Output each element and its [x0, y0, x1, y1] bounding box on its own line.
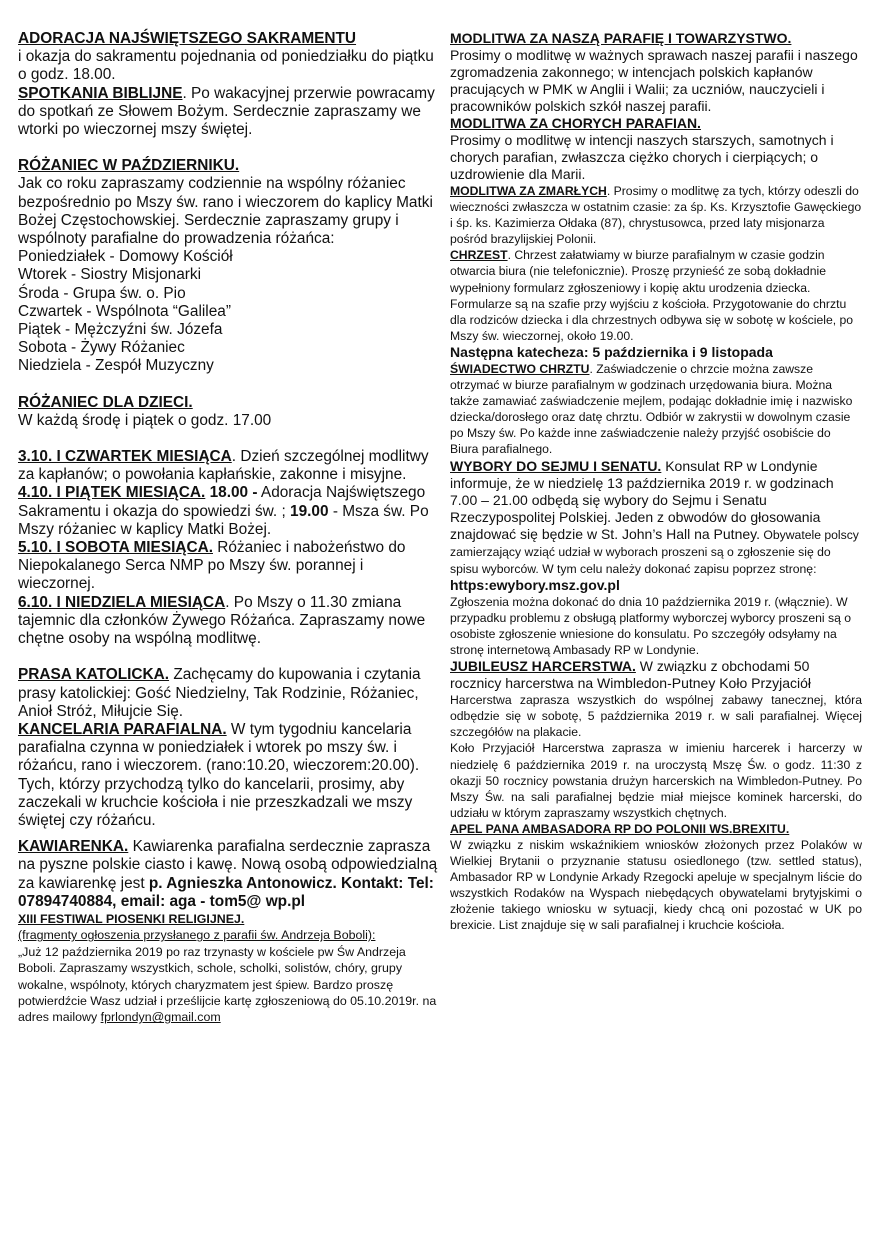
rozaniec-day: Czwartek - Wspólnota “Galilea” — [18, 302, 231, 320]
wybory-body: Konsulat RP w Londynie informuje, że w niedzielę 13 października 2019 r. w godzinach 7.00 – 21.00 odbędą się wybory do Sejmu i Senatu Rzeczypospolitej Polskiej. Jeden z obwodów do głosowania znajdować się będzie w St. John’s Hall na Putney. — [450, 457, 834, 542]
kawiarenka-body: Kawiarenka parafialna serdecznie zaprasza na pyszne polskie ciasto i kawę. Nową osobą odpowiedzialną za kawiarenkę jest — [18, 838, 438, 892]
section-kancelaria — [18, 721, 438, 830]
czwartek-body: . Dzień szczególnej modlitwy za kapłanów; o powołania kapłańskie, zakonne i misyjne. — [18, 448, 429, 484]
right-column — [450, 30, 862, 934]
piatek-body1: Adoracja Najświętszego Sakramentu i okazja do spowiedzi św. ; — [18, 484, 426, 520]
apel-heading: APEL PANA AMBASADORA RP DO POLONII WS.BREXITU. — [450, 821, 790, 836]
piatek-time2: 19.00 — [285, 502, 329, 520]
section-adoracja — [18, 30, 438, 85]
section-chrzest — [450, 247, 862, 344]
section-kawiarenka — [18, 838, 438, 911]
sobota-body: Różaniec i nabożeństwo do Niepokalanego Serca NMP po Mszy św. porannej i wieczornej. — [18, 539, 406, 593]
modlitwa-chorzy-body: Prosimy o modlitwę w intencji naszych starszych, samotnych i chorych parafian, zwłaszcza ciężko chorych i cierpiących; o uzdrowienie dla Marii. — [450, 132, 834, 182]
chrzest-body: . Chrzest załatwiamy w biurze parafialnym w czasie godzin otwarcia biura (nie telefonicznie). Proszę przynieść ze sobą dokładnie wypełniony formularz zgłoszeniowy i kopię aktu urodzenia dziecka. Formularze są na szafie przy wyjściu z kościoła. Przygotowanie do chrztu dla rodziców dziecka i dla chrzestnych odbywa się w sobotę w kościele, po Mszy św. wieczornej, około 19.00. — [450, 248, 854, 343]
sobota-heading: 5.10. I SOBOTA MIESIĄCA. — [18, 539, 213, 557]
rozaniec-day: Sobota - Żywy Różaniec — [18, 339, 185, 357]
rozaniec-day: Poniedziałek - Domowy Kościół — [18, 248, 233, 266]
rozaniec-day: Środa - Grupa św. o. Pio — [18, 284, 186, 302]
section-niedziela — [18, 594, 438, 649]
festiwal-email[interactable]: fprlondyn@gmail.com — [100, 1010, 221, 1025]
prasa-heading: PRASA KATOLICKA. — [18, 666, 170, 684]
adoracja-body: i okazja do sakramentu pojednania od poniedziałku do piątku o godz. 18.00. — [18, 48, 434, 84]
modlitwa-parafia-body: Prosimy o modlitwę w ważnych sprawach naszej parafii i naszego zgromadzenia zakonnego; w intencjach polskich kapłanów pracujących w PMK w Anglii i Walii; za uczniów, nauczycieli i pracowników polskich szkół naszej parafii. — [450, 47, 858, 114]
adoracja-heading: ADORACJA NAJŚWIĘTSZEGO SAKRAMENTU — [18, 30, 357, 47]
festiwal-body: „Już 12 października 2019 po raz trzynasty w kościele pw Św Andrzeja Boboli. Zapraszamy wszystkich, schole, scholki, solistów, chóry, grupy wokalne, wspólnoty, których charyzmatem jest śpiew. Bardzo proszę potwierdźcie Wasz udział i prześlijcie kartę zgłoszeniową do 05.10.2019r. na adres mailowy — [18, 944, 437, 1025]
section-jubileusz — [450, 658, 862, 692]
section-piatek — [18, 484, 438, 539]
kancelaria-heading: KANCELARIA PARAFIALNA. — [18, 720, 227, 738]
section-prasa — [18, 666, 438, 721]
spotkania-body: . Po wakacyjnej przerwie powracamy do spotkań ze Słowem Bożym. Serdecznie zapraszamy we wtorki po wieczornej mszy świętej. — [18, 84, 435, 139]
jubileusz-body2: Koło Przyjaciół Harcerstwa zaprasza w imieniu harcerek i harcerzy w niedzielę 6 października 2019 r. na uroczystą Mszę Św. o godz. 11:30 z okazji 50 rocznicy powstania drużyn harcerskich na Wimbledon-Putney. Po Mszy Św. na sali parafialnej będzie miał miejsce kominek harcerski, do udziału w którym zapraszamy wszystkich chętnych. — [450, 741, 862, 820]
rozaniec-heading: RÓŻANIEC W PAŹDZIERNIKU. — [18, 157, 240, 175]
zmarli-body: . Prosimy o modlitwę za tych, którzy odeszli do wieczności zwłaszcza w ostatnim czasie: za śp. Ks. Krzysztofie Gawęckiego i śp. ks. Kazimierza Ołdaka (87), chrystusowca, przed laty misjonarza pośród brazylijskiej Polonii. — [450, 184, 862, 247]
rozaniec-day: Niedziela - Zespół Muzyczny — [18, 357, 214, 375]
wybory-after: Zgłoszenia można dokonać do dnia 10 października 2019 r. (włącznie). W przypadku problemu z obsługą platformy wyborczej wyborcy proszeni są o osobiste zgłoszenie wniesione do konsulatu. Po szczegóły odsyłamy na stronę internetową Ambasady RP w Londynie. — [450, 594, 852, 658]
jubileusz-body: Harcerstwa zaprasza wszystkich do wspólnej zabawy tanecznej, która odbędzie się w sobotę, 5 października 2019 r. w sali parafialnej. Więcej szczegółów na plakacie. — [450, 693, 862, 740]
spotkania-heading: SPOTKANIA BIBLIJNE — [18, 84, 183, 102]
katecheza-note: Następna katecheza: 5 października i 9 listopada — [450, 343, 773, 360]
piatek-heading: 4.10. I PIĄTEK MIESIĄCA. — [18, 484, 206, 502]
kancelaria-body: W tym tygodniu kancelaria parafialna czynna w poniedziałek i wtorek po mszy św. i różańcu, rano i wieczorem. (rano:10.20, wieczorem:20.00). Tych, którzy przychodzą tylko do kancelarii, prosimy, aby zaczekali w kruchcie kościoła i nie przeszkadzali we mszy świętej czy różańcu. — [18, 720, 420, 829]
section-wybory — [450, 458, 862, 577]
kawiarenka-person: p. Agnieszka Antonowicz — [148, 874, 333, 892]
section-modlitwa-parafia — [450, 30, 862, 115]
apel-body: W związku z niskim wskaźnikiem wniosków złożonych przez Polaków w Wielkiej Brytanii o przyznanie statusu osiedlonego (tzw. settled status), Ambasador RP w Londynie Arkady Rzegocki apeluje w specjalnym liście do wszystkich Rodaków na Wyspach niebędących obywatelami brytyjskimi o złożenie takiego wniosku w sytuacji, kiedy chcą oni pozostać w UK po brexicie. List znajduje się w sali parafialnej i kruchcie kościoła. — [450, 838, 862, 933]
kawiarenka-heading: KAWIARENKA. — [18, 838, 129, 856]
wybory-url[interactable]: https:ewybory.msz.gov.pl — [450, 576, 620, 593]
section-sobota — [18, 539, 438, 594]
czwartek-heading: 3.10. I CZWARTEK MIESIĄCA — [18, 448, 232, 466]
section-rozaniec-dzieci — [18, 394, 438, 430]
prasa-body: Zachęcamy do kupowania i czytania prasy katolickiej: Gość Niedzielny, Tak Rodzinie, Różaniec, Anioł Stróż, Miłujcie Się. — [18, 666, 421, 720]
section-rozaniec — [18, 157, 438, 375]
niedziela-body: . Po Mszy o 11.30 zmiana tajemnic dla członków Żywego Różańca. Zapraszamy nowe chętne osoby na wspólną modlitwę. — [18, 593, 426, 648]
left-column — [18, 30, 438, 1026]
rozaniec-day: Piątek - Mężczyźni św. Józefa — [18, 321, 223, 339]
swiadectwo-heading: ŚWIADECTWO CHRZTU — [450, 361, 590, 376]
section-swiadectwo — [450, 361, 862, 458]
jubileusz-heading: JUBILEUSZ HARCERSTWA. — [450, 658, 636, 675]
rozaniec-dzieci-body: W każdą środę i piątek o godz. 17.00 — [18, 411, 272, 429]
swiadectwo-body: . Zaświadczenie o chrzcie można zawsze otrzymać w biurze parafialnym w godzinach urzędowania biura. Można także zamawiać zaświadczenie mejlem, podając dokładnie imię i nazwisko dziecka/dorosłego oraz datę chrztu. Odbiór w zakrystii w dowolnym czasie po Mszy św. Po każde inne zaświadczenie należy przyjść osobiście do Biura parafialnego. — [450, 361, 853, 457]
niedziela-heading: 6.10. I NIEDZIELA MIESIĄCA — [18, 593, 226, 611]
piatek-body2: - Msza św. Po Mszy różaniec w kaplicy Matki Bożej. — [18, 502, 429, 538]
festiwal-source: (fragmenty ogłoszenia przysłanego z parafii św. Andrzeja Boboli): — [18, 928, 376, 943]
rozaniec-day: Wtorek - Siostry Misjonarki — [18, 266, 202, 284]
wybory-heading: WYBORY DO SEJMU I SENATU. — [450, 457, 662, 474]
modlitwa-chorzy-heading: MODLITWA ZA CHORYCH PARAFIAN. — [450, 115, 701, 131]
chrzest-heading: CHRZEST — [450, 248, 508, 263]
section-modlitwa-chorzy — [450, 115, 862, 183]
wybory-body-small: Obywatele polscy zamierzający wziąć udział w wyborach proszeni są o zgłoszenie się do spisu wyborców. W tym celu należy dokonać zapisu poprzez stronę: — [450, 527, 859, 576]
section-apel — [450, 821, 862, 934]
rozaniec-dzieci-heading: RÓŻANIEC DLA DZIECI. — [18, 393, 193, 411]
zmarli-heading: MODLITWA ZA ZMARŁYCH — [450, 184, 607, 198]
kawiarenka-contact: . Kontakt: Tel: 07894740884, email: aga - tom5@ wp.pl — [18, 874, 434, 910]
modlitwa-parafia-heading: MODLITWA ZA NASZĄ PARAFIĘ I TOWARZYSTWO. — [450, 30, 792, 46]
section-spotkania — [18, 85, 438, 140]
piatek-time1: 18.00 - — [205, 484, 258, 502]
section-festiwal — [18, 911, 438, 1026]
section-czwartek — [18, 448, 438, 484]
festiwal-heading: XIII FESTIWAL PIOSENKI RELIGIJNEJ. — [18, 911, 245, 926]
rozaniec-body: Jak co roku zapraszamy codziennie na wspólny różaniec bezpośrednio po Mszy św. rano i wieczorem do kaplicy Matki Bożej Częstochowskiej. Serdecznie zapraszamy grupy i wspólnoty parafialne do prowadzenia różańca: — [18, 175, 433, 248]
section-zmarli — [450, 183, 862, 247]
jubileusz-lead: W związku z obchodami 50 rocznicy harcerstwa na Wimbledon-Putney Koło Przyjaciół — [450, 658, 812, 692]
